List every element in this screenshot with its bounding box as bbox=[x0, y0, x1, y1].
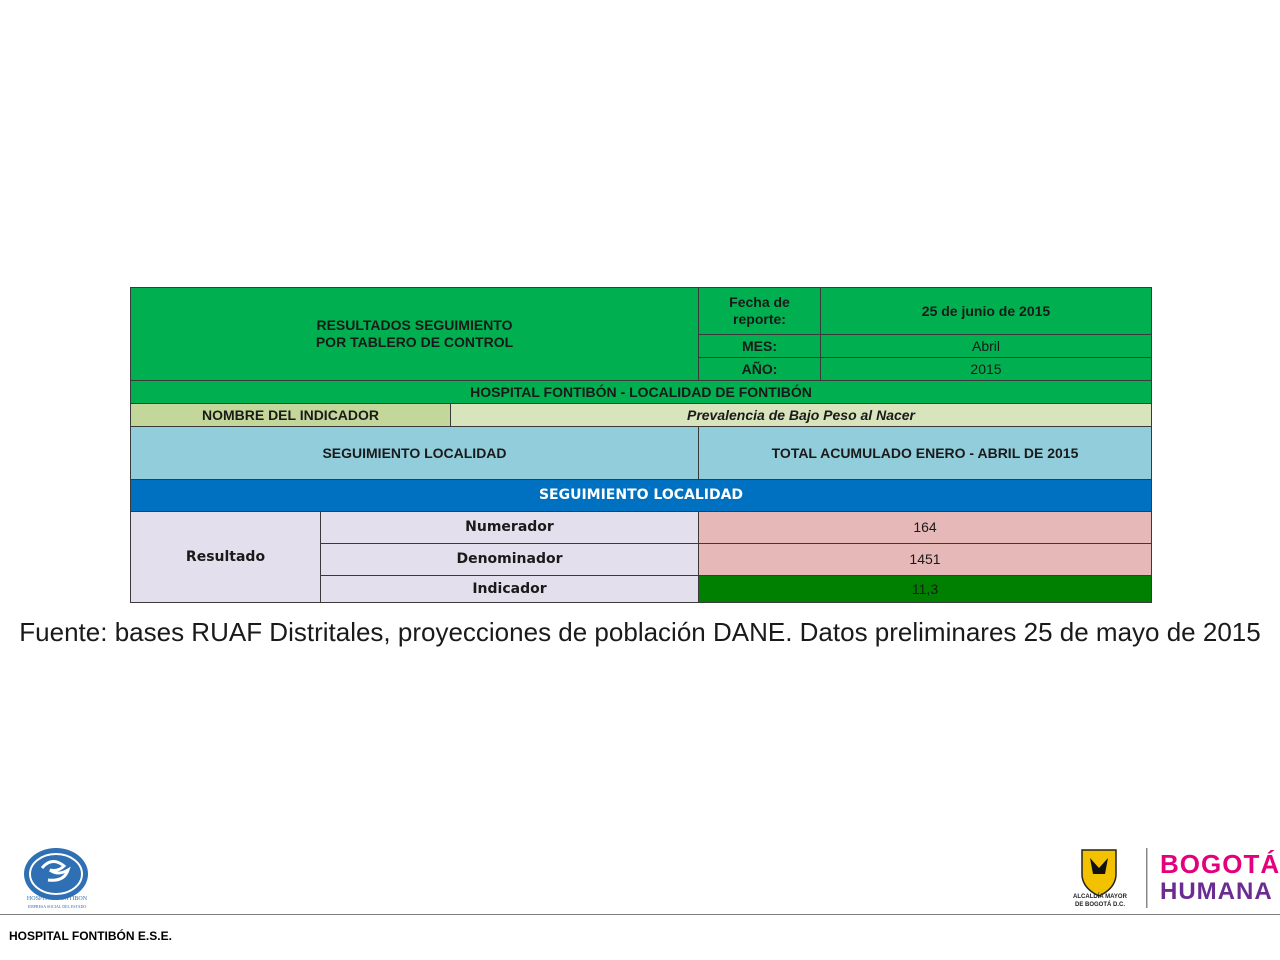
hospital-logo-name: HOSPITAL FONTIBON bbox=[26, 896, 88, 902]
indicator-report-table bbox=[130, 287, 1152, 603]
mes-label: MES: bbox=[699, 335, 821, 358]
hospital-logo-sub: EMPRESA SOCIAL DEL ESTADO bbox=[27, 904, 87, 909]
fecha-label: Fecha de reporte: bbox=[699, 288, 821, 335]
denominador-value: 1451 bbox=[699, 544, 1152, 576]
resultado-label: Resultado bbox=[131, 512, 321, 603]
numerador-value: 164 bbox=[699, 512, 1152, 544]
footer-text: HOSPITAL FONTIBÓN E.S.E. bbox=[9, 929, 172, 943]
hospital-logo-text bbox=[12, 896, 102, 910]
alcaldia-line1: ALCALDÍA MAYOR bbox=[1073, 894, 1127, 900]
alcaldia-line2: DE BOGOTÁ D.C. bbox=[1074, 902, 1125, 908]
alcaldia-text bbox=[1060, 893, 1140, 909]
brand-line2: HUMANA bbox=[1160, 878, 1273, 905]
indicador-label bbox=[131, 404, 451, 427]
footer-divider bbox=[0, 914, 1280, 915]
indicador-row-value: 11,3 bbox=[699, 576, 1152, 603]
bogota-humana-brand bbox=[1160, 850, 1280, 906]
hospital-fontibon-logo bbox=[12, 846, 102, 914]
numerador-label: Numerador bbox=[321, 512, 699, 544]
brand-line1: BOGOTÁ bbox=[1160, 849, 1280, 879]
anio-label: AÑO: bbox=[699, 358, 821, 381]
section-header: SEGUIMIENTO LOCALIDAD bbox=[131, 480, 1152, 512]
report-title bbox=[131, 288, 699, 381]
seguimiento-label: SEGUIMIENTO LOCALIDAD bbox=[131, 427, 699, 480]
report-title-line1: RESULTADOS SEGUIMIENTO bbox=[316, 317, 513, 333]
hospital-heading: HOSPITAL FONTIBÓN - LOCALIDAD DE FONTIBÓN bbox=[131, 381, 1152, 404]
alcaldia-bogota-logos bbox=[1060, 846, 1280, 912]
indicador-label-text: NOMBRE DEL INDICADOR bbox=[201, 406, 380, 423]
report-title-line2: POR TABLERO DE CONTROL bbox=[315, 334, 514, 350]
indicador-value: Prevalencia de Bajo Peso al Nacer bbox=[451, 404, 1152, 427]
anio-value: 2015 bbox=[821, 358, 1152, 381]
indicador-row-label: Indicador bbox=[321, 576, 699, 603]
fecha-value: 25 de junio de 2015 bbox=[821, 288, 1152, 335]
total-label: TOTAL ACUMULADO ENERO - ABRIL DE 2015 bbox=[699, 427, 1152, 480]
denominador-label: Denominador bbox=[321, 544, 699, 576]
source-note: Fuente: bases RUAF Distritales, proyecciones de población DANE. Datos preliminares 25 de mayo de 2015 bbox=[19, 617, 1261, 647]
mes-value: Abril bbox=[821, 335, 1152, 358]
